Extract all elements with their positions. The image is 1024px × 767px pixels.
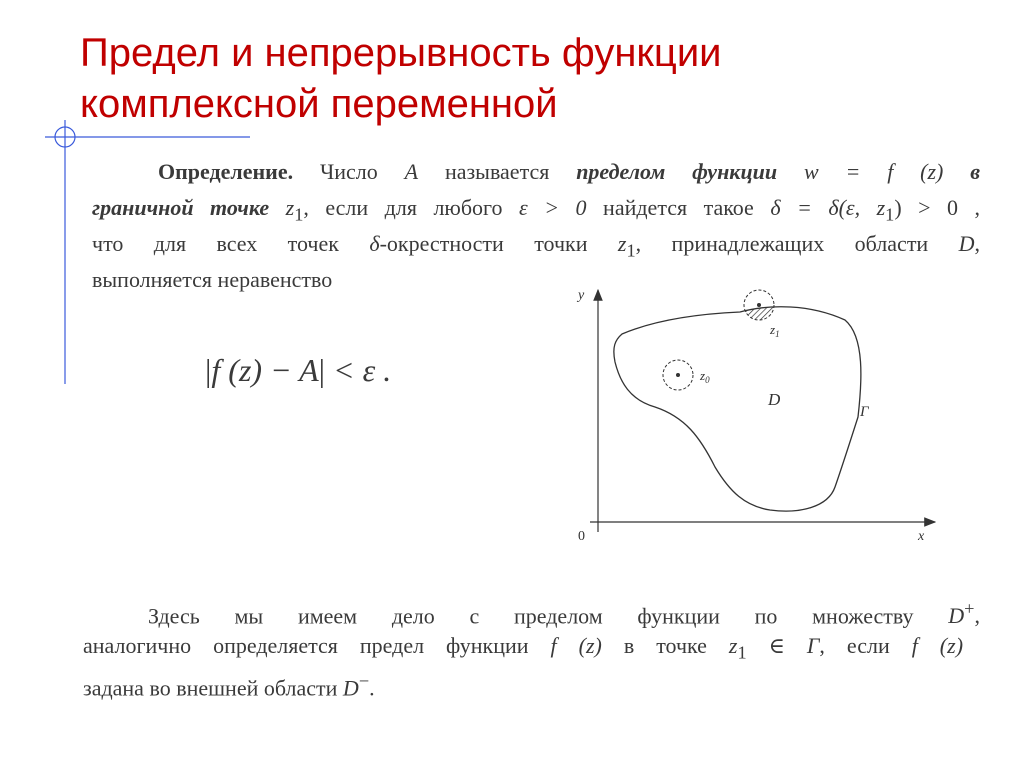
subscript: 1 [294, 204, 304, 225]
function-expression: w = f (z) [804, 159, 944, 184]
var-z1: z [617, 231, 627, 256]
term-limit: пределом функции [576, 159, 778, 184]
z0-label: $z_0$ [700, 368, 710, 385]
epsilon-condition: ε > 0 [519, 195, 587, 220]
abs-bar-left: | [205, 352, 212, 388]
var-D: D [958, 231, 975, 256]
x-axis-label: x [918, 529, 925, 544]
y-axis-label: y [578, 288, 585, 303]
var-A: A [404, 159, 419, 184]
in-boundary: ∈ Г [746, 633, 820, 658]
subscript: 1 [626, 240, 636, 261]
inequality-formula [205, 352, 391, 389]
text-fragment: . [369, 675, 375, 701]
var-z1: z [728, 633, 738, 658]
function-fz: f (z) [911, 633, 964, 658]
var-D-plus: D [948, 603, 965, 629]
superscript-minus: − [358, 671, 370, 691]
text-fragment: называется [444, 159, 550, 184]
delta-tail: ) > 0 , [894, 195, 981, 220]
text-fragment: Число [319, 159, 378, 184]
text-fragment: выполняется неравенство [92, 267, 333, 292]
z1-point [757, 303, 761, 307]
title-line-2: комплексной переменной [80, 82, 558, 126]
superscript-plus: + [964, 599, 975, 619]
slide-title [80, 28, 980, 130]
region-boundary [614, 307, 861, 511]
definition-line-1 [158, 154, 980, 189]
var-delta: δ [369, 231, 380, 256]
definition-line-4 [92, 262, 332, 297]
remark-line-3 [83, 664, 375, 705]
term-boundary-point: граничной точке [92, 195, 270, 220]
text-fragment: , принадлежащих области [635, 231, 929, 256]
z0-point [676, 373, 680, 377]
text-fragment: найдется такое [603, 195, 754, 220]
abs-bar-right: | [318, 352, 326, 388]
subscript: 1 [737, 642, 747, 663]
region-label: D [768, 390, 781, 409]
var-D-minus: D [342, 675, 359, 701]
var-z1: z [285, 195, 295, 220]
text-fragment: задана во внешней области [83, 675, 338, 701]
text-fragment: , если для любого [303, 195, 503, 220]
text-fragment: что для всех точек [92, 231, 339, 256]
inequality-relation: < ε . [333, 352, 392, 388]
definition-label: Определение. [158, 159, 294, 184]
boundary-label: Г [860, 404, 869, 420]
text-fragment: , если [819, 633, 890, 658]
inequality-body: f (z) − A [211, 352, 319, 388]
delta-expression: δ = δ(ε, z [770, 195, 886, 220]
subscript: 1 [885, 204, 895, 225]
text-fragment: аналогично определяется предел функции [83, 633, 529, 658]
text-fragment: в точке [623, 633, 707, 658]
text-fragment: в [970, 159, 981, 184]
origin-label: 0 [578, 529, 585, 544]
region-diagram [560, 282, 945, 550]
text-fragment: -окрестности точки [379, 231, 588, 256]
z1-label: $z_1$ [770, 322, 780, 339]
title-line-1: Предел и непрерывность функции [80, 31, 722, 75]
text-fragment: , [974, 231, 981, 256]
function-fz: f (z) [550, 633, 602, 658]
text-fragment: , [974, 603, 980, 629]
text-fragment: Здесь мы имеем дело с пределом функции по множеству [148, 603, 914, 629]
